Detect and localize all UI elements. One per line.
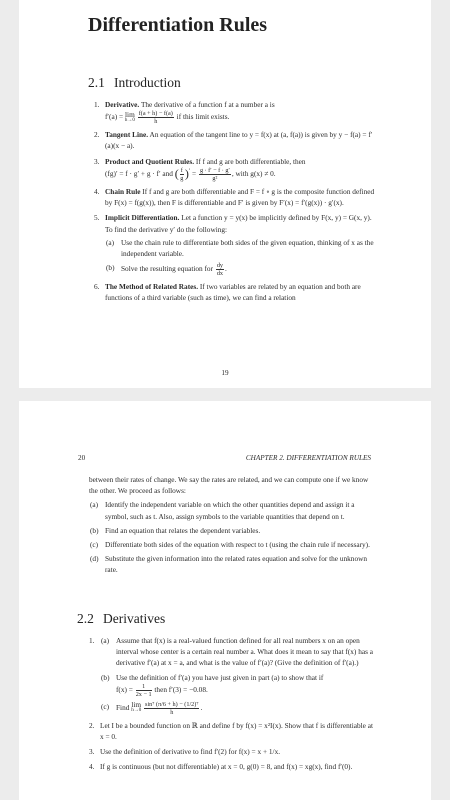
section-title: Introduction	[114, 75, 181, 90]
step-item: (d) Substitute the given information into the related rates equation and solve for the unknown rate.	[90, 554, 368, 575]
derivative-formula: f′(a) = lim h→0 $\frac{f(a + h) - f(a)}{h}$ if this limit exists.	[105, 109, 230, 126]
list-item: 4. Chain Rule If f and g are both differentiable and F = f ∘ g is the composite function defined by F(x) = f(g(x)), then F is differentiable and F′ is given by F′(x) = f′(g(x)) · g′(x).	[94, 187, 375, 208]
list-item: 5. Implicit Differentiation. Let a function y = y(x) be implicitly defined by F(x, y) = G(x, y). To find the derivative y′ do the following: (a) Use the chain rule to differentiate both sides of the given equation, thinking of x as the independent variable. (b) Solve the resulting equation for $\frac{dy}{dx}$ .	[94, 213, 374, 278]
section-heading-introduction	[88, 75, 181, 91]
step-item: (b) Find an equation that relates the dependent variables.	[90, 525, 261, 535]
intro-list	[94, 99, 375, 308]
section-heading-derivatives: 2.2 Derivatives	[77, 611, 166, 626]
step-item: (c) Differentiate both sides of the equation with respect to t (using the chain rule if necessary).	[90, 540, 370, 550]
product-quotient-formula: (fg)′ = f · g′ + g · f′ and ( $\frac{f}{g}$ )′ = $\frac{g \cdot f' - f \cdot g'}{\text{g²}}$ , with g(x) ≠ 0.	[105, 166, 276, 183]
list-item: 6. The Method of Related Rates. If two variables are related by an equation and both are functions of a third variable (such as time), we can find a relation	[94, 282, 361, 303]
sub-item: (b) Use the definition of f′(a) you have just given in part (a) to show that if f(x) = $\frac{1}{2x - 1}$ then f′(3) = −0.08.	[101, 672, 324, 698]
page-19	[19, 0, 431, 388]
sub-item: (b) Solve the resulting equation for $\frac{dy}{dx}$ .	[106, 262, 227, 278]
page-20	[19, 401, 431, 800]
exercise-item: 1. (a) Assume that f(x) is a real-valued function defined for all real numbers x on an open interval whose center is a certain real number a. What does it mean to say that f(x) has a derivative f′(a) at x = a, and what is the value of f′(a)? (Give the definition of f′(a).) (b) Use the definition of f′(a) you have just given in part (a) to show that if f(x) = $\frac{1}{2x - 1}$ then f′(3) = −0.08. (c) Find lim h→0 $\frac{\text{sin⁷ (π/6 + h) − (1/2)⁷}}{h}$ .	[89, 635, 375, 716]
related-rates-continuation	[89, 474, 375, 579]
sub-item: (c) Find lim h→0 $\frac{\text{sin⁷ (π/6 + h) − (1/2)⁷}}{h}$ .	[101, 700, 203, 716]
sub-item: (a) Use the chain rule to differentiate both sides of the given equation, thinking of x as the independent variable.	[106, 237, 374, 259]
step-item: (a) Identify the independent variable on which the other quantities depend and assign it a symbol, such as t. Also, assign symbols to the variable quantities that depend on t.	[90, 500, 355, 521]
section-number: 2.1	[88, 75, 105, 90]
exercise-list	[89, 635, 375, 777]
running-header: CHAPTER 2. DIFFERENTIATION RULES	[245, 454, 371, 462]
chapter-title: Differentiation Rules	[88, 14, 268, 36]
sub-item: (a) Assume that f(x) is a real-valued function defined for all real numbers x on an open interval whose center is a certain real number a. What does it mean to say that f(x) has a derivative f′(a) at x = a, and what is the value of f′(a)? (Give the definition of f′(a).)	[101, 636, 373, 668]
list-item: 2. Tangent Line. An equation of the tangent line to y = f(x) at (a, f(a)) is given by y − f(a) = f′(a)(x − a).	[94, 130, 373, 151]
exercise-item: 2. Let I be a bounded function on ℝ and define f by f(x) = x²I(x). Show that f is differentiable at x = 0.	[89, 720, 374, 742]
list-item: 1. Derivative. The derivative of a function f at a number a is f′(a) = lim h→0 $\frac{f(a + h) - f(a)}{h}$ if this limit exists.	[94, 100, 275, 126]
exercise-item: 3. Use the definition of derivative to find f′(2) for f(x) = x + 1/x.	[89, 747, 281, 757]
page-number: 19	[221, 369, 229, 377]
paragraph: between their rates of change. We say the rates are related, and we can compute one if we know the other. We proceed as follows:	[89, 475, 369, 496]
page-number: 20	[78, 454, 86, 462]
list-item: 3. Product and Quotient Rules. If f and g are both differentiable, then (fg)′ = f · g′ + g · f′ and ( $\frac{f}{g}$ )′ = $\frac{g \cdot f' - f \cdot g'}{\text{g²}}$ , with g(x) ≠ 0.	[94, 156, 306, 183]
exercise-item: 4. If g is continuous (but not differentiable) at x = 0, g(0) = 8, and f(x) = xg(x), find f′(0).	[89, 762, 353, 772]
